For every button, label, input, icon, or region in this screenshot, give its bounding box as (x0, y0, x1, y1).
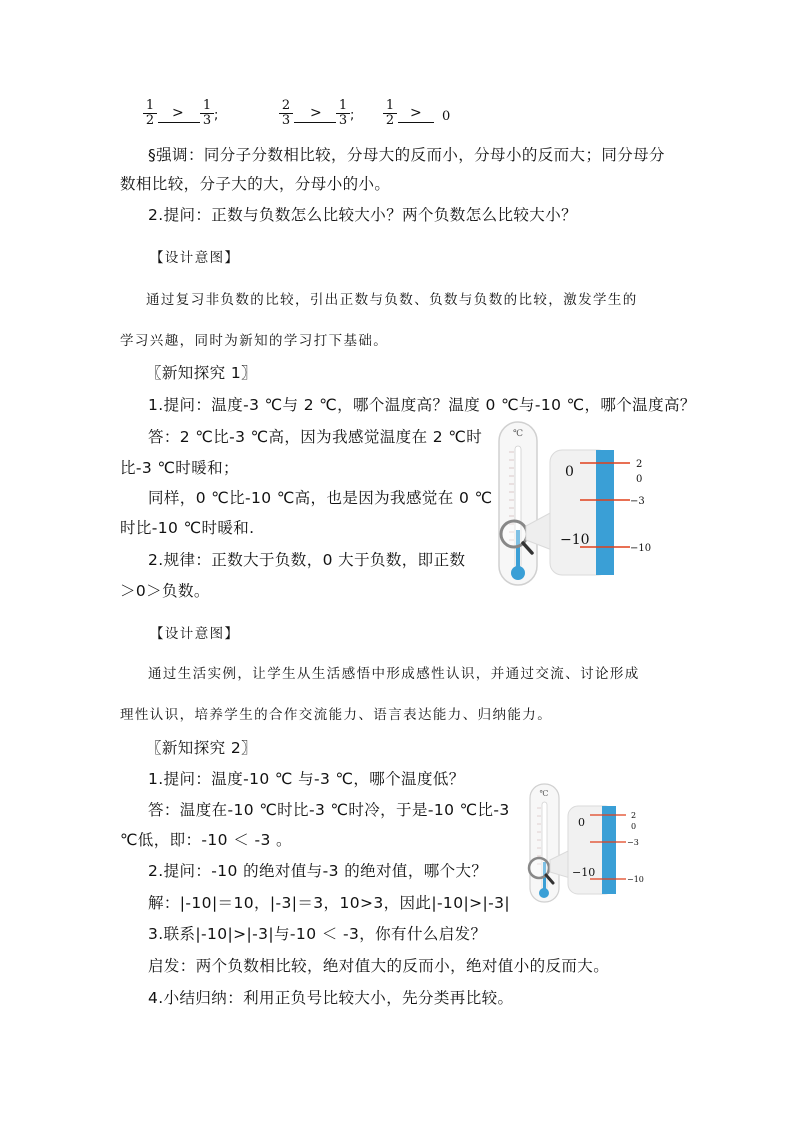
design-intent-text: 通过生活实例，让学生从生活感悟中形成感性认识，并通过交流、讨论形成 (148, 666, 640, 682)
zoom-label-minus-ten: −10 (560, 532, 590, 548)
unit-label: ℃ (512, 429, 524, 439)
greater-than-sign: > (172, 105, 184, 121)
exploration-question: 2.提问：-10 的绝对值与-3 的绝对值，哪个大？ (148, 862, 488, 880)
answer-line: 答：2 ℃比-3 ℃高，因为我感觉温度在 2 ℃时 (148, 428, 483, 446)
exploration-question: 1.提问：温度-10 ℃ 与-3 ℃，哪个温度低？ (148, 770, 465, 788)
label-minus-3: −3 (630, 496, 645, 507)
summary-line: 4.小结归纳：利用正负号比较大小，先分类再比较。 (148, 989, 514, 1007)
semicolon: ; (214, 108, 219, 123)
zero-value: 0 (442, 109, 451, 124)
label-2: 2 (631, 811, 637, 820)
label-0: 0 (631, 822, 637, 831)
emphasis-line-1: §强调：同分子分数相比较，分母大的反而小，分母小的反而大；同分母分 (148, 146, 665, 164)
answer-line: ℃低，即：-10 ＜ -3 。 (120, 831, 292, 849)
emphasis-line-2: 数相比较，分子大的大，分母小的小。 (120, 175, 391, 193)
comparison-underline (158, 122, 200, 123)
zoom-label-zero: 0 (578, 816, 585, 829)
label-minus-3: −3 (627, 838, 639, 847)
semicolon: ; (350, 108, 355, 123)
exploration-question: 1.提问：温度-3 ℃与 2 ℃，哪个温度高？温度 0 ℃与-10 ℃，哪个温度高？ (148, 396, 696, 414)
fraction-two-thirds: $\frac{2}{3}$ (279, 99, 293, 128)
zoom-label-minus-ten: −10 (572, 866, 596, 879)
thermometer-illustration (526, 782, 656, 904)
design-intent-heading: 【设计意图】 (150, 626, 240, 642)
fraction-half: $\frac{1}{2}$ (143, 99, 157, 128)
label-minus-10: −10 (627, 875, 644, 884)
question-2: 2.提问：正数与负数怎么比较大小？两个负数怎么比较大小？ (148, 206, 577, 224)
comparison-underline (398, 122, 434, 123)
greater-than-sign: > (310, 105, 322, 121)
label-0: 0 (636, 474, 643, 485)
design-intent-heading: 【设计意图】 (150, 250, 240, 266)
fraction-third: $\frac{1}{3}$ (336, 99, 350, 128)
rule-line: ＞0＞负数。 (120, 582, 210, 600)
design-intent-text: 通过复习非负数的比较，引出正数与负数、负数与负数的比较，激发学生的 (146, 292, 638, 308)
exploration-question: 3.联系|-10|>|-3|与-10 ＜ -3，你有什么启发？ (148, 925, 487, 943)
answer-line: 时比-10 ℃时暖和. (120, 519, 255, 537)
comparison-underline (294, 122, 336, 123)
label-2: 2 (636, 459, 643, 470)
answer-line: 同样，0 ℃比-10 ℃高，也是因为我感觉在 0 ℃ (148, 489, 493, 507)
zoom-label-zero: 0 (565, 464, 574, 480)
exploration-heading: 〖新知探究 1〗 (146, 364, 257, 382)
zoomed-mercury (596, 450, 614, 575)
answer-line: 答：温度在-10 ℃时比-3 ℃时冷，于是-10 ℃比-3 (148, 801, 510, 819)
design-intent-text: 学习兴趣，同时为新知的学习打下基础。 (120, 333, 389, 349)
greater-than-sign: > (410, 105, 422, 121)
fraction-third: $\frac{1}{3}$ (200, 99, 214, 128)
solution-line: 解：|-10|＝10，|-3|＝3，10>3，因此|-10|>|-3| (148, 894, 510, 912)
zoomed-mercury (602, 806, 616, 894)
exploration-heading: 〖新知探究 2〗 (146, 739, 257, 757)
design-intent-text: 理性认识，培养学生的合作交流能力、语言表达能力、归纳能力。 (120, 707, 553, 723)
unit-label: ℃ (539, 789, 549, 798)
thermometer-bulb (539, 888, 549, 898)
thermometer-bulb (511, 566, 525, 580)
insight-line: 启发：两个负数相比较，绝对值大的反而小，绝对值小的反而大。 (148, 957, 610, 975)
answer-line: 比-3 ℃时暖和； (120, 459, 239, 477)
label-minus-10: −10 (630, 543, 652, 554)
fraction-half: $\frac{1}{2}$ (383, 99, 397, 128)
thermometer-illustration (494, 420, 664, 590)
rule-line: 2.规律：正数大于负数，0 大于负数，即正数 (148, 551, 466, 569)
